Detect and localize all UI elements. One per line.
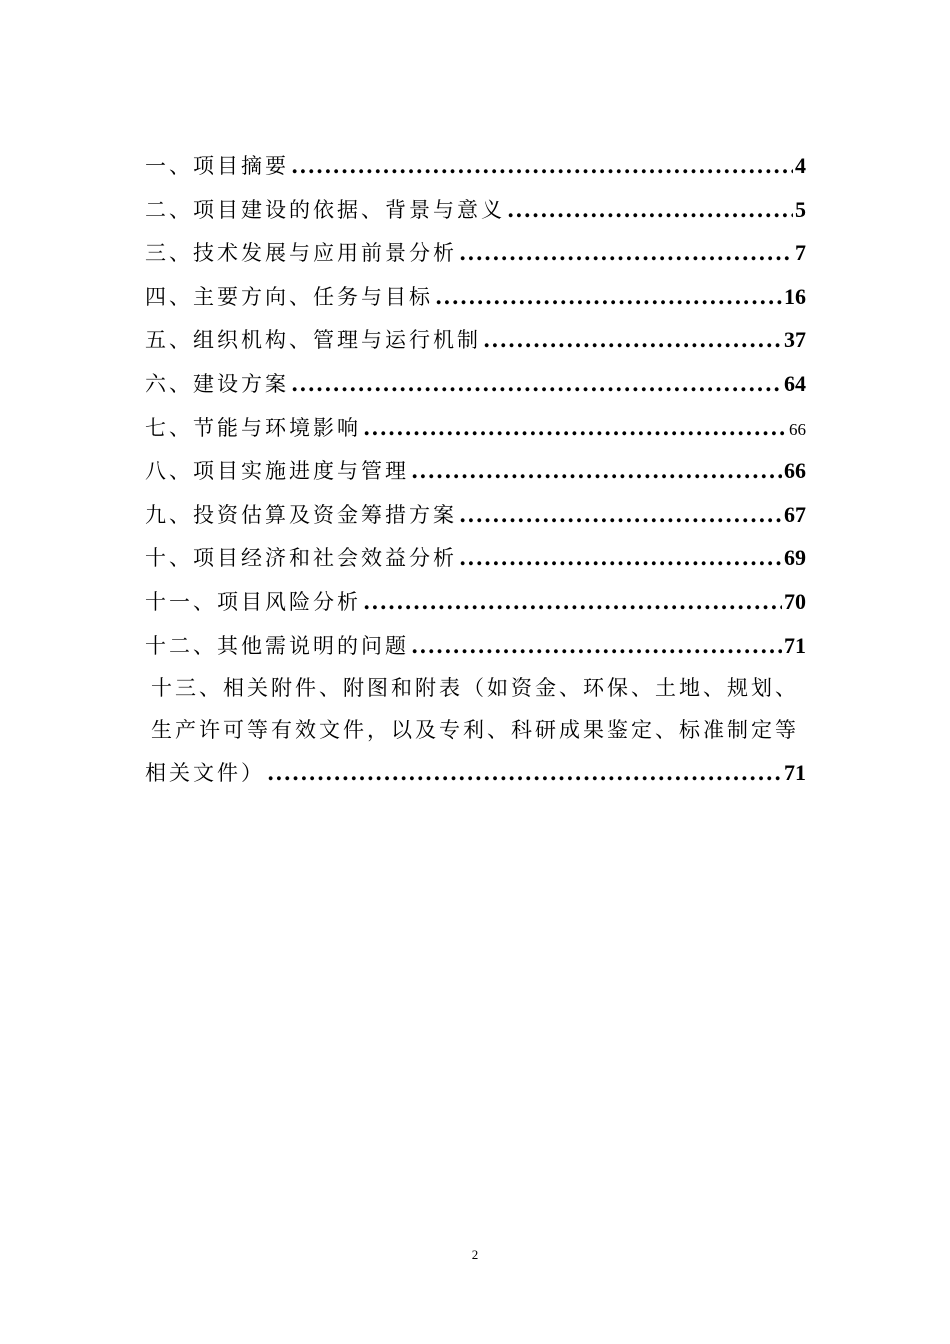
toc-entry[interactable] (145, 406, 806, 450)
toc-entry-title: 十、项目经济和社会效益分析 (145, 546, 457, 571)
toc-entry[interactable] (145, 188, 806, 232)
toc-entry-title: 五、组织机构、管理与运行机制 (145, 328, 481, 353)
toc-entry[interactable] (145, 624, 806, 668)
toc-leader-dots (363, 406, 787, 450)
toc-entry-title: 七、节能与环境影响 (145, 415, 361, 440)
toc-entry[interactable] (145, 449, 806, 493)
toc-leader-dots (411, 449, 782, 493)
toc-entry-title: 三、技术发展与应用前景分析 (145, 241, 457, 266)
toc-entry-title-line-1: 十三、相关附件、附图和附表（如资金、环保、土地、规划、 (151, 676, 799, 701)
toc-entry-page: 67 (784, 501, 806, 527)
toc-leader-dots (267, 751, 782, 795)
toc-entry[interactable] (145, 231, 806, 275)
table-of-contents (145, 144, 806, 795)
toc-entry-page: 64 (784, 370, 806, 396)
toc-entry-title-line-2: 生产许可等有效文件，以及专利、科研成果鉴定、标准制定等 (151, 718, 799, 743)
toc-entry[interactable] (145, 275, 806, 319)
toc-entry-title: 一、项目摘要 (145, 154, 289, 178)
toc-leader-dots (411, 624, 782, 668)
toc-leader-dots (459, 231, 793, 275)
toc-entry-page: 5 (795, 196, 806, 222)
toc-entry-title: 四、主要方向、任务与目标 (145, 284, 433, 309)
toc-entry-page: 16 (784, 283, 806, 309)
toc-entry[interactable] (145, 580, 806, 624)
toc-entry-title: 八、项目实施进度与管理 (145, 459, 409, 484)
toc-leader-dots (363, 580, 782, 624)
toc-entry-title: 六、建设方案 (145, 371, 289, 396)
toc-entry-page: 71 (784, 760, 806, 786)
toc-entry-title-line-3: 相关文件） (145, 761, 265, 786)
toc-entry-page: 4 (795, 153, 806, 178)
toc-entry-page: 71 (784, 632, 806, 658)
toc-entry-title: 二、项目建设的依据、背景与意义 (145, 197, 505, 222)
toc-leader-dots (507, 188, 793, 232)
toc-entry[interactable] (145, 536, 806, 580)
toc-entry-final-line (145, 751, 806, 795)
toc-entry-page: 66 (784, 458, 806, 484)
toc-entry-multiline[interactable] (145, 667, 806, 795)
toc-leader-dots (459, 493, 782, 537)
toc-leader-dots (291, 362, 782, 406)
toc-entry-page: 66 (789, 419, 806, 439)
page-number: 2 (471, 1247, 479, 1262)
toc-entry-title: 十一、项目风险分析 (145, 589, 361, 614)
toc-entry-page: 69 (784, 545, 806, 571)
toc-entry[interactable] (145, 144, 806, 188)
toc-leader-dots (483, 318, 782, 362)
toc-entry-page: 37 (784, 327, 806, 353)
toc-entry-title: 十二、其他需说明的问题 (145, 633, 409, 658)
toc-entry-page: 70 (784, 588, 806, 614)
toc-entry-title: 九、投资估算及资金筹措方案 (145, 502, 457, 527)
toc-entry[interactable] (145, 493, 806, 537)
toc-leader-dots (291, 144, 793, 188)
toc-entry[interactable] (145, 362, 806, 406)
toc-leader-dots (459, 536, 782, 580)
toc-leader-dots (435, 275, 782, 319)
toc-entry-page: 7 (795, 240, 806, 266)
toc-entry[interactable] (145, 318, 806, 362)
